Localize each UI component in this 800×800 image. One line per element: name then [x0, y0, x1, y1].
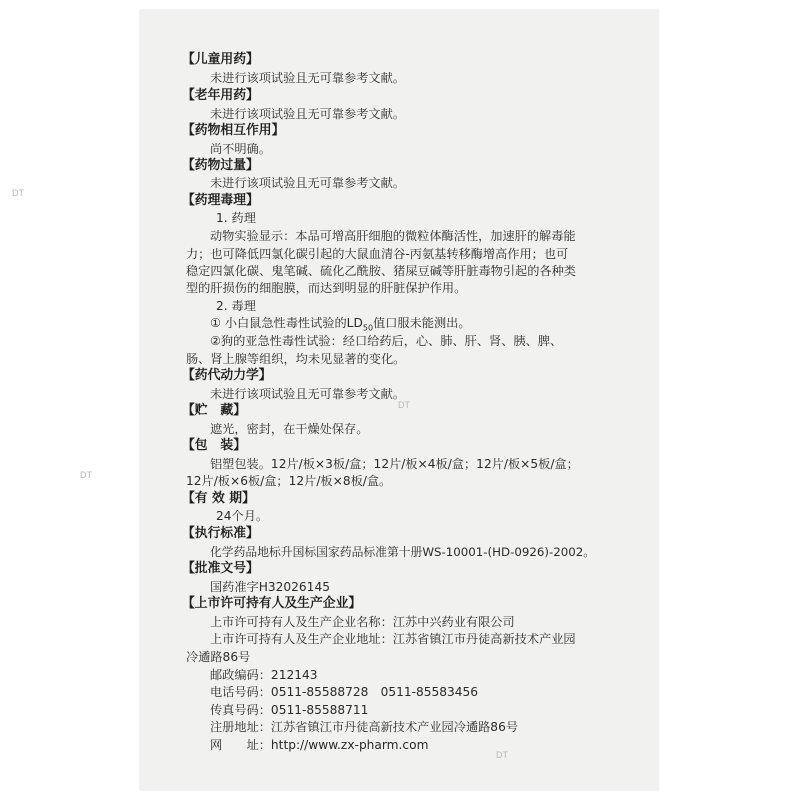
section-header-elderly: 【老年用药】: [182, 88, 259, 103]
approval-number: 国药准字H32026145: [210, 580, 330, 594]
watermark-3: DT: [398, 400, 410, 410]
section-header-overdose: 【药物过量】: [182, 158, 259, 173]
section-header-validity: 【有 效 期】: [182, 491, 255, 506]
pharmacology-text-line: 型的肝损伤的细胞膜，而达到明显的肝脏保护作用。: [186, 281, 467, 295]
pharmacology-text-line: 力；也可降低四氯化碳引起的大鼠血清谷-丙氨基转移酶增高作用；也可: [186, 247, 569, 261]
toxicology-item-2: ②狗的亚急性毒性试验：经口给药后，心、肺、肝、肾、胰、脾、: [210, 334, 563, 348]
validity-text: 24个月。: [216, 509, 269, 523]
interaction-text: 尚不明确。: [210, 142, 271, 156]
section-header-pharmacology: 【药理毒理】: [182, 193, 259, 208]
insert-content: [140, 10, 658, 790]
pharmacology-text-line: 动物实验显示：本品可增高肝细胞的微粒体酶活性，加速肝的解毒能: [210, 229, 576, 243]
section-header-interaction: 【药物相互作用】: [182, 123, 285, 138]
watermark-2: DT: [80, 470, 92, 480]
storage-text: 遮光，密封，在干燥处保存。: [210, 422, 369, 436]
section-header-pharmacokinetics: 【药代动力学】: [182, 368, 272, 383]
holder-address-line: 上市许可持有人及生产企业地址：江苏省镇江市丹徒高新技术产业园: [210, 632, 576, 646]
children-text: 未进行该项试验且无可靠参考文献。: [210, 71, 405, 85]
ld50-subscript: 50: [362, 323, 374, 333]
pharmacokinetics-text: 未进行该项试验且无可靠参考文献。: [210, 387, 405, 401]
watermark-4: DT: [496, 750, 508, 760]
holder-name: 上市许可持有人及生产企业名称：江苏中兴药业有限公司: [210, 615, 515, 629]
holder-address-line: 冷遹路86号: [186, 650, 251, 664]
elderly-text: 未进行该项试验且无可靠参考文献。: [210, 107, 405, 121]
section-header-approval: 【批准文号】: [182, 561, 259, 576]
section-header-standard: 【执行标准】: [182, 526, 259, 541]
standard-text: 化学药品地标升国标国家药品标准第十册WS-10001-(HD-0926)-2002。: [210, 545, 596, 559]
overdose-text: 未进行该项试验且无可靠参考文献。: [210, 176, 405, 190]
pharmacology-text-line: 稳定四氯化碳、鬼笔碱、硫化乙酰胺、猪屎豆碱等肝脏毒物引起的各种类: [186, 264, 576, 278]
toxicology-item-2-cont: 肠、肾上腺等组织，均未见显著的变化。: [186, 352, 406, 366]
package-text-line: 12片/板×6板/盒；12片/板×8板/盒。: [186, 474, 392, 488]
holder-fax: 传真号码：0511-85588711: [210, 703, 369, 717]
section-header-package: 【包 装】: [182, 438, 246, 453]
holder-registered-address: 注册地址：江苏省镇江市丹徒高新技术产业园冷遹路86号: [210, 720, 519, 734]
section-header-children: 【儿童用药】: [182, 52, 259, 67]
watermark-1: DT: [12, 188, 24, 198]
toxicology-subheading: 2. 毒理: [216, 299, 256, 313]
pharmacology-subheading: 1. 药理: [216, 211, 256, 225]
holder-website: 网 址：http://www.zx-pharm.com: [210, 738, 429, 752]
package-insert-page: [140, 10, 658, 790]
toxicology-item-1-a: ① 小白鼠急性毒性试验的LD: [210, 316, 363, 330]
holder-postal-code: 邮政编码：212143: [210, 668, 318, 682]
toxicology-item-1-b: 值口服未能测出。: [373, 316, 471, 330]
section-header-holder: 【上市许可持有人及生产企业】: [182, 596, 362, 611]
section-header-storage: 【贮 藏】: [182, 403, 246, 418]
holder-phone: 电话号码：0511-85588728 0511-85583456: [210, 685, 479, 699]
package-text-line: 铝塑包装。12片/板×3板/盒；12片/板×4板/盒；12片/板×5板/盒；: [210, 457, 579, 471]
